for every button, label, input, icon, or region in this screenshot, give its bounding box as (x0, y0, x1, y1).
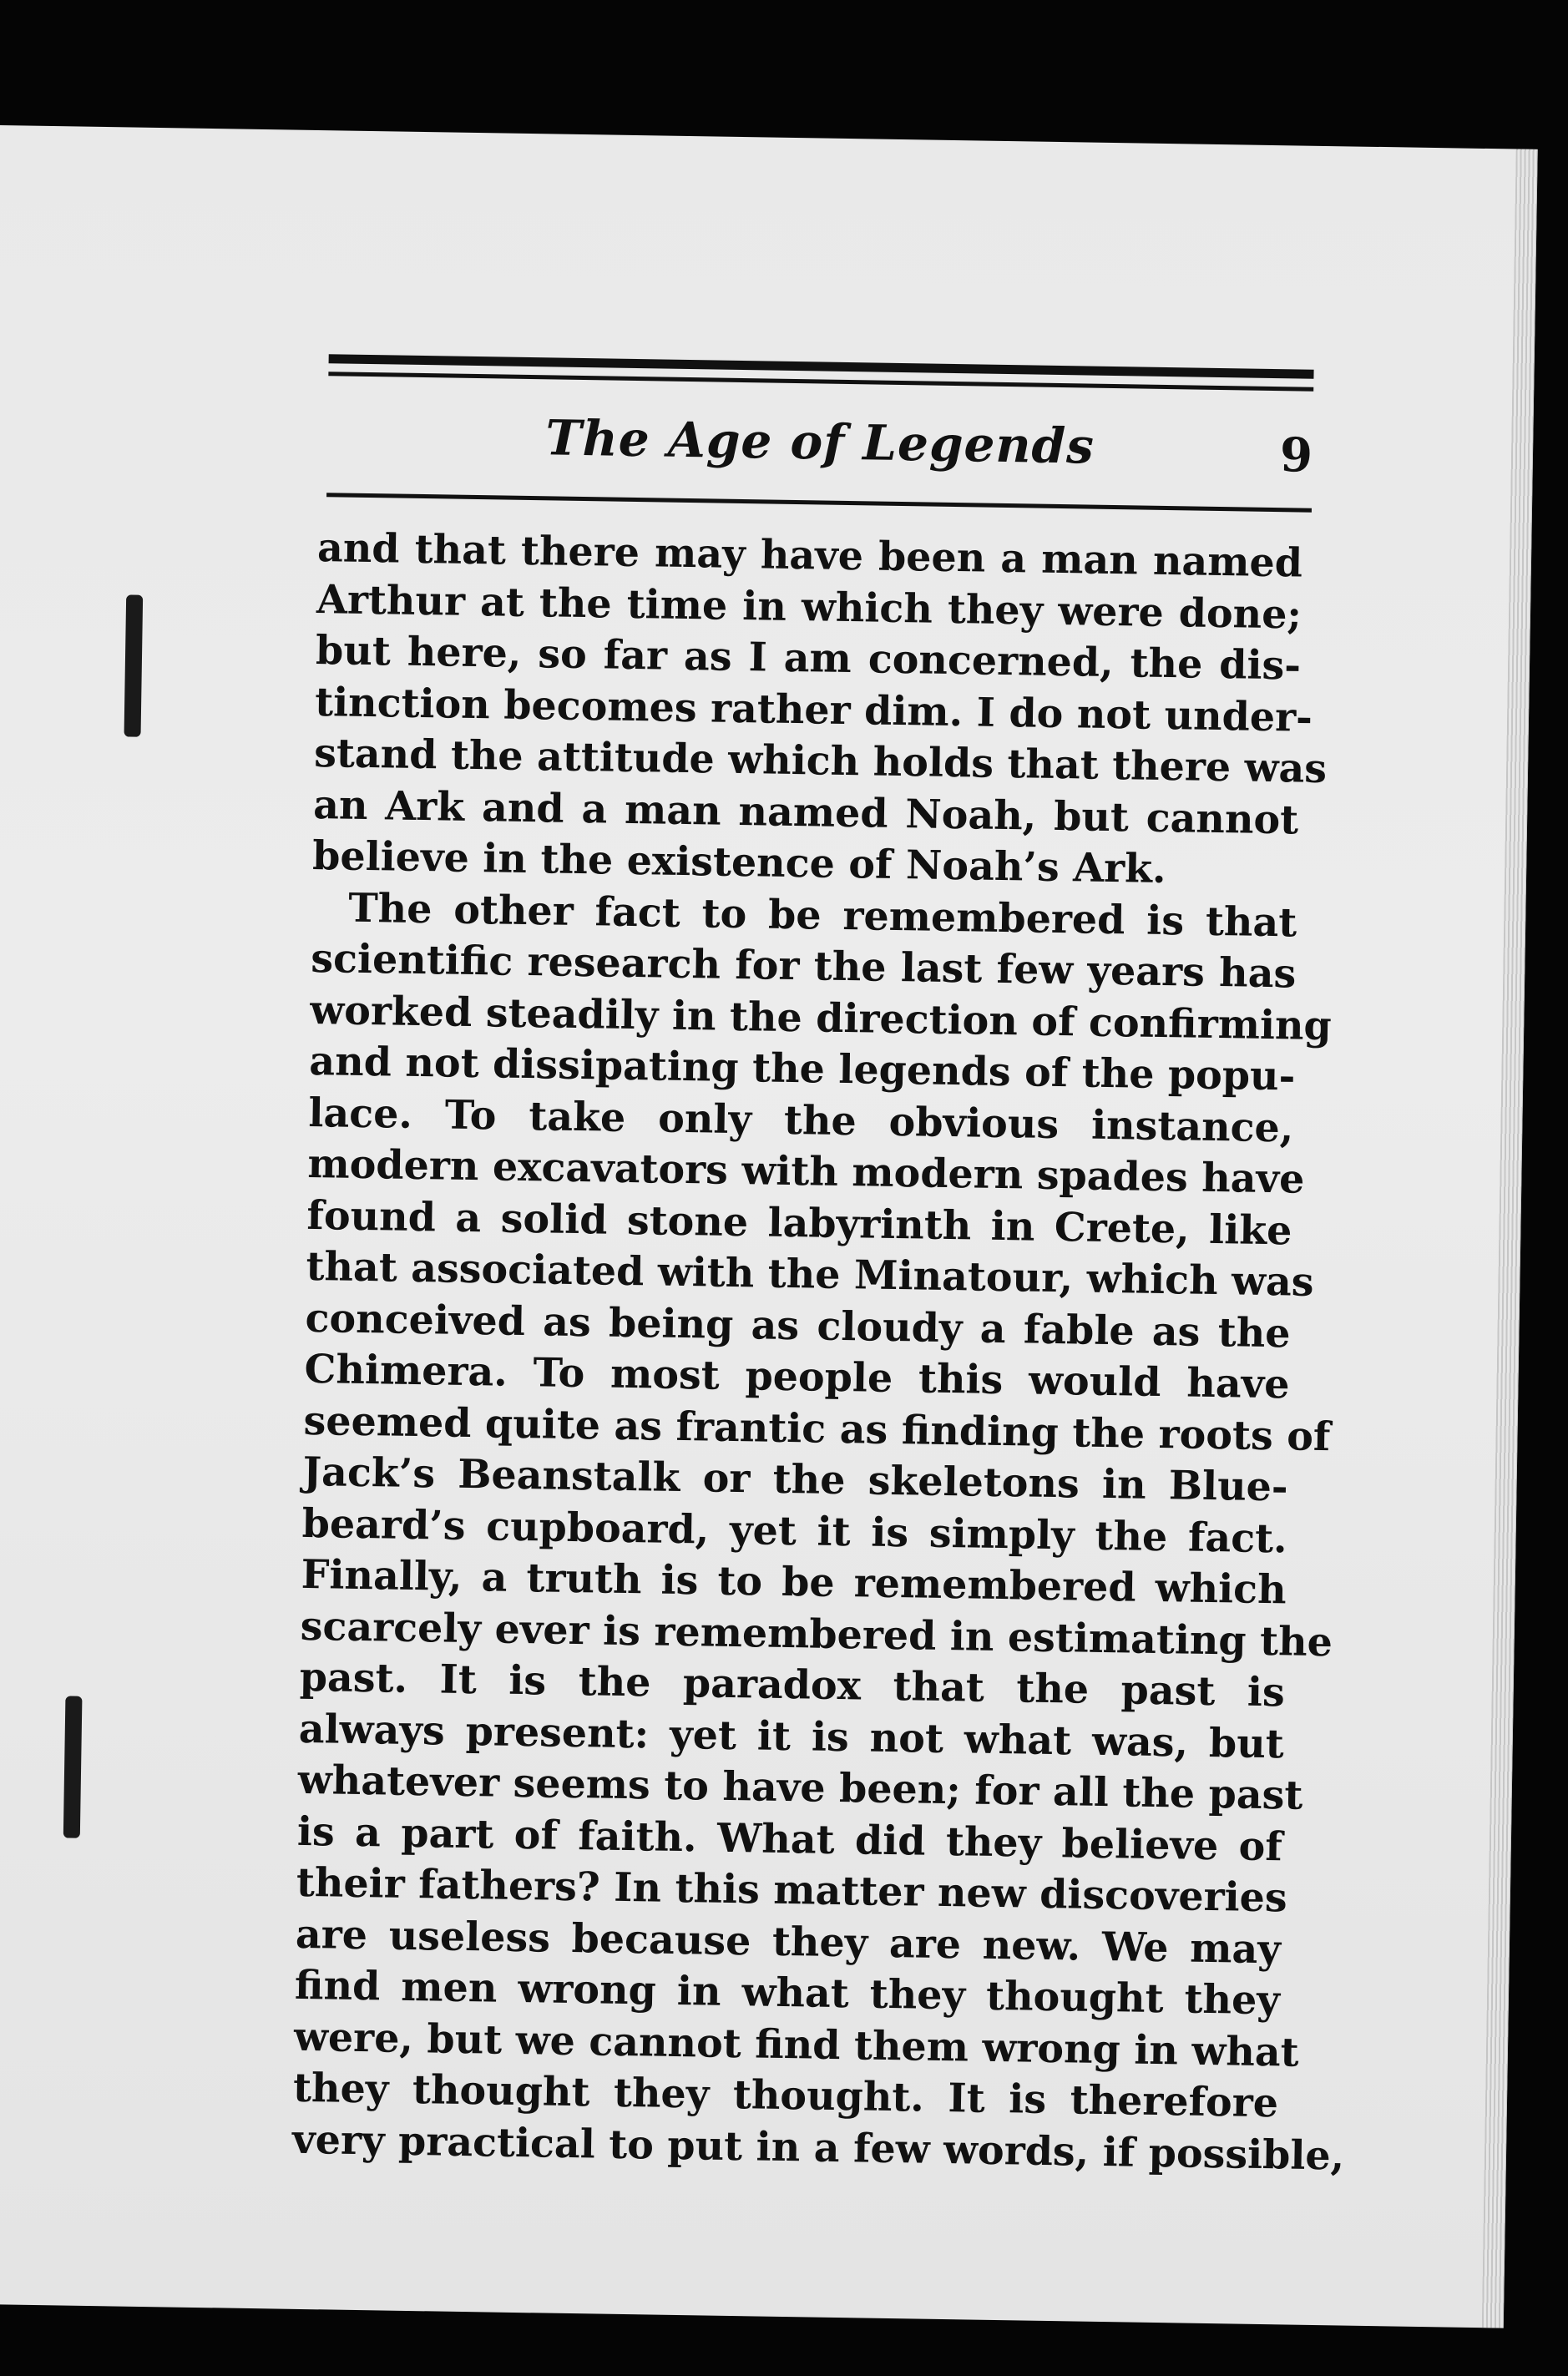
text-line: very practical to put in a few words, if possible, (291, 2116, 1345, 2180)
text-line: scientific research for the last few years has (310, 934, 1297, 998)
head-rule (326, 493, 1312, 513)
text-line: is a part of faith. What did they believe of (296, 1807, 1283, 1870)
text-line: always present: yet it is not what was, but (298, 1705, 1285, 1767)
text-line: lace. To take only the obvious instance, (308, 1089, 1294, 1151)
book-page (0, 125, 1538, 2328)
text-line: believe in the existence of Noah’s Ark. (311, 832, 1166, 893)
text-line: that associated with the Minatour, which was (306, 1242, 1314, 1306)
text-line: were, but we cannot find them wrong in what (293, 2013, 1300, 2076)
text-line: stand the attitude which holds that there was (313, 730, 1328, 793)
text-line: Arthur at the time in which they were done; (316, 575, 1302, 639)
text-line: their fathers? In this matter new discoveries (296, 1858, 1288, 1922)
page-edge (1482, 149, 1538, 2328)
text-line: and that there may have been a man named (316, 524, 1303, 587)
text-line: are useless because they are new. We may (295, 1910, 1282, 1973)
text-line: modern excavators with modern spades have (307, 1140, 1305, 1203)
text-line: they thought they thought. It is therefore (292, 2064, 1279, 2127)
text-line: tinction becomes rather dim. I do not under- (314, 678, 1313, 741)
text-line: but here, so far as I am concerned, the dis- (315, 627, 1302, 690)
text-line: and not dissipating the legends of the popu- (308, 1037, 1296, 1100)
text-line: conceived as being as cloudy a fable as the (305, 1294, 1291, 1357)
binding-mark-lower (63, 1696, 83, 1838)
text-line: Chimera. To most people this would have (304, 1345, 1290, 1408)
text-line: worked steadily in the direction of confirming (309, 986, 1333, 1049)
running-title: The Age of Legends (544, 409, 1095, 475)
text-line: whatever seems to have been; for all the past (297, 1756, 1303, 1819)
text-line: an Ark and a man named Noah, but cannot (312, 781, 1299, 844)
text-line: find men wrong in what they thought they (294, 1961, 1281, 2025)
text-line: past. It is the paradox that the past is (299, 1653, 1286, 1716)
text-line: seemed quite as frantic as finding the roots of (303, 1397, 1331, 1460)
body-text (291, 523, 1345, 2181)
text-line: The other fact to be remembered is that (347, 884, 1297, 947)
binding-mark-upper (124, 594, 144, 736)
text-line: found a solid stone labyrinth in Crete, like (306, 1191, 1292, 1254)
text-line: Jack’s Beanstalk or the skeletons in Blue- (302, 1448, 1289, 1511)
text-line: Finally, a truth is to be remembered which (301, 1550, 1287, 1614)
running-head (326, 406, 1313, 497)
page-number: 9 (1279, 427, 1313, 483)
text-line: scarcely ever is remembered in estimating the (300, 1602, 1333, 1666)
text-line: beard’s cupboard, yet it is simply the fact. (301, 1499, 1288, 1562)
